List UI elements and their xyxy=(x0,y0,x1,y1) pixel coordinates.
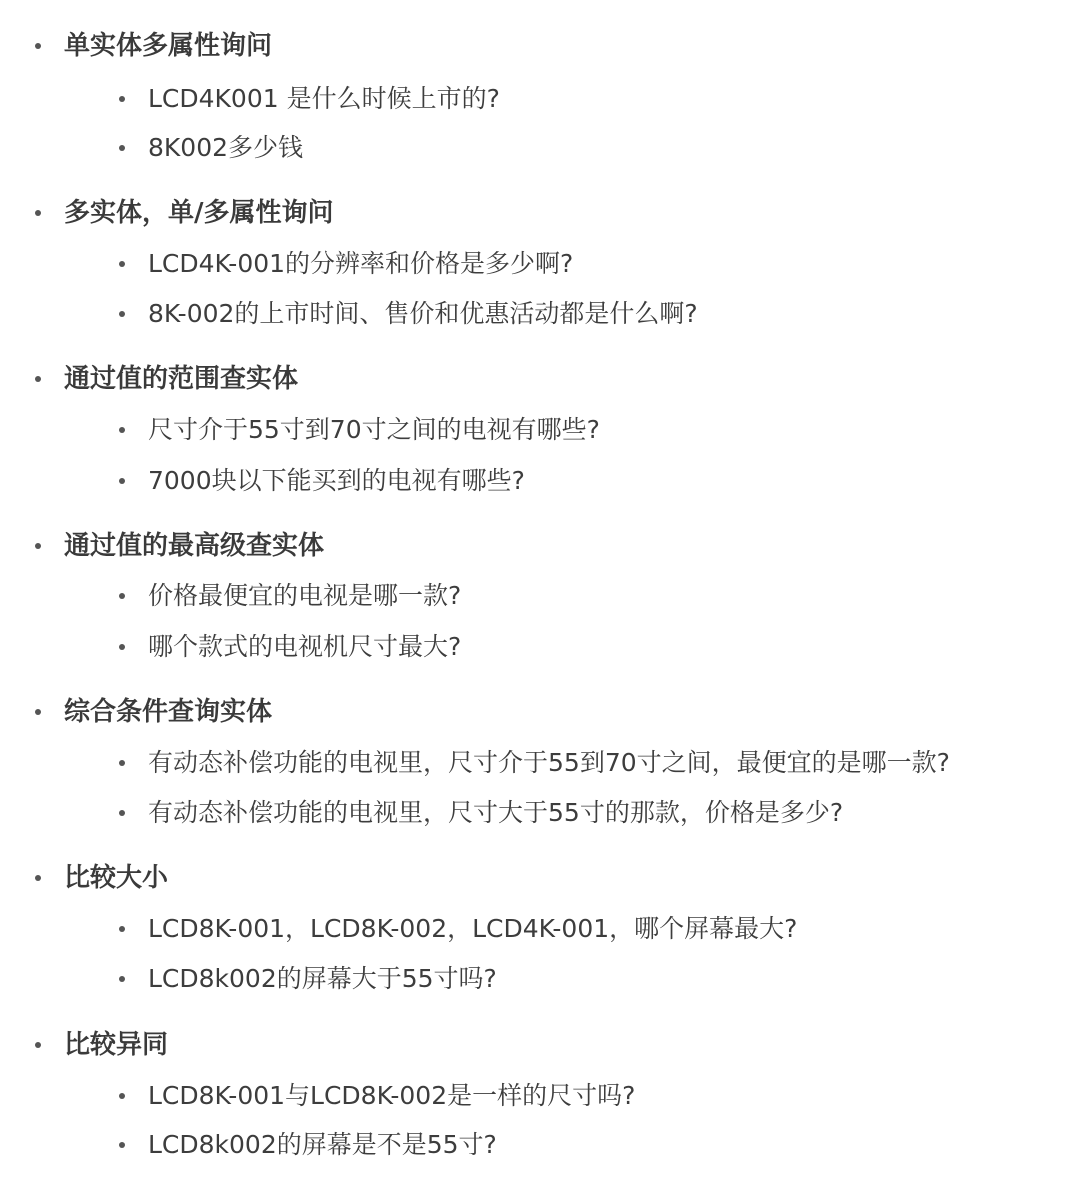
section-heading-row xyxy=(0,26,1080,66)
list-item xyxy=(0,627,1080,667)
bullet-icon xyxy=(119,644,125,650)
section-heading: 比较大小 xyxy=(64,863,169,893)
section-heading: 通过值的范围查实体 xyxy=(64,364,299,394)
list-item-text: 7000块以下能买到的电视有哪些? xyxy=(148,466,525,495)
section-heading-row xyxy=(0,692,1080,732)
bullet-icon xyxy=(35,43,41,49)
section-heading-row xyxy=(0,858,1080,898)
section-heading: 比较异同 xyxy=(64,1030,169,1060)
list-item xyxy=(0,909,1080,949)
bullet-icon xyxy=(35,210,41,216)
list-item-text: 8K002多少钱 xyxy=(148,133,304,162)
section-heading-row xyxy=(0,1025,1080,1065)
bullet-icon xyxy=(119,593,125,599)
bullet-icon xyxy=(35,709,41,715)
list-item xyxy=(0,959,1080,999)
list-item xyxy=(0,410,1080,450)
list-item xyxy=(0,79,1080,119)
bullet-icon xyxy=(119,427,125,433)
list-item-text: 哪个款式的电视机尺寸最大? xyxy=(148,632,462,661)
list-item-text: LCD8k002的屏幕是不是55寸? xyxy=(148,1130,497,1159)
list-item xyxy=(0,1125,1080,1165)
bullet-icon xyxy=(35,1042,41,1048)
bullet-icon xyxy=(119,261,125,267)
list-item-text: LCD4K-001的分辨率和价格是多少啊? xyxy=(148,249,574,278)
section-heading-row xyxy=(0,359,1080,399)
bullet-icon xyxy=(35,875,41,881)
bullet-icon xyxy=(119,145,125,151)
list-item-text: 有动态补偿功能的电视里，尺寸大于55寸的那款，价格是多少? xyxy=(148,798,844,827)
list-item-text: 8K-002的上市时间、售价和优惠活动都是什么啊? xyxy=(148,299,698,328)
bullet-icon xyxy=(119,976,125,982)
list-item xyxy=(0,743,1080,783)
list-item xyxy=(0,244,1080,284)
bullet-icon xyxy=(119,96,125,102)
list-item xyxy=(0,461,1080,501)
list-item xyxy=(0,294,1080,334)
bullet-icon xyxy=(119,311,125,317)
section-heading: 多实体，单/多属性询问 xyxy=(64,198,334,228)
section-heading: 综合条件查询实体 xyxy=(64,697,273,727)
bullet-icon xyxy=(119,810,125,816)
list-item-text: 尺寸介于55寸到70寸之间的电视有哪些? xyxy=(148,415,600,444)
list-item-text: LCD8k002的屏幕大于55寸吗? xyxy=(148,964,497,993)
list-item xyxy=(0,128,1080,168)
bullet-icon xyxy=(119,926,125,932)
bullet-icon xyxy=(119,478,125,484)
list-item xyxy=(0,1076,1080,1116)
bullet-icon xyxy=(35,543,41,549)
list-item-text: LCD4K001 是什么时候上市的? xyxy=(148,84,500,113)
bullet-icon xyxy=(119,1142,125,1148)
section-heading-row xyxy=(0,526,1080,566)
list-item-text: 价格最便宜的电视是哪一款? xyxy=(148,581,462,610)
section-heading-row xyxy=(0,193,1080,233)
list-item-text: 有动态补偿功能的电视里，尺寸介于55到70寸之间，最便宜的是哪一款? xyxy=(148,748,950,777)
bullet-icon xyxy=(119,760,125,766)
bullet-icon xyxy=(119,1093,125,1099)
section-heading: 通过值的最高级查实体 xyxy=(64,531,325,561)
list-item-text: LCD8K-001与LCD8K-002是一样的尺寸吗? xyxy=(148,1081,636,1110)
list-item xyxy=(0,576,1080,616)
list-item-text: LCD8K-001，LCD8K-002，LCD4K-001，哪个屏幕最大? xyxy=(148,914,798,943)
list-item xyxy=(0,793,1080,833)
section-heading: 单实体多属性询问 xyxy=(64,31,273,61)
bullet-icon xyxy=(35,376,41,382)
